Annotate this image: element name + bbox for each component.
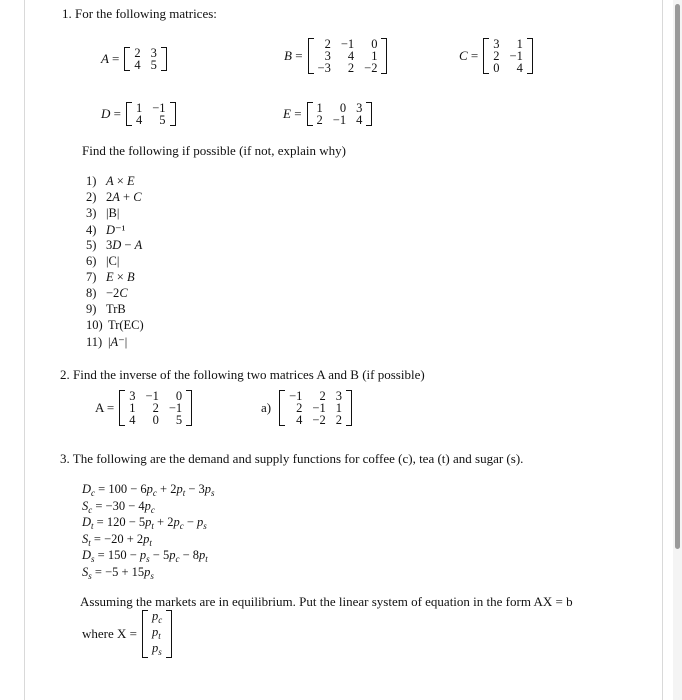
q3-assumption: Assuming the markets are in equilibrium. Put the linear system of equation in the form AX = b (80, 594, 573, 609)
matrix-d-brackets (126, 102, 176, 126)
q3-equation: $D_t = 120 - 5p_t + 2p_c - p_s$ (82, 515, 207, 531)
matrix-row (124, 414, 187, 426)
matrix-c-label: C = (459, 48, 479, 63)
q2-matrix-a-label: A = (95, 400, 115, 415)
q3-equation: $S_c = -30 - 4p_c$ (82, 498, 155, 515)
matrix-d-label: D = (101, 106, 121, 121)
q1-item-expression: 2A + C (106, 190, 142, 204)
q1-item (86, 238, 142, 253)
q1-item-expression: |A⁻| (108, 335, 128, 349)
matrix-cell: −1 (340, 37, 355, 51)
matrix-d-table (131, 102, 171, 126)
matrix-cell: −1 (168, 401, 183, 415)
q2-matrix-a-table (124, 390, 187, 426)
vector-x-brackets (142, 610, 172, 658)
matrix-row (131, 114, 171, 126)
q1-item (86, 270, 135, 285)
q3-equation: $S_s = -5 + 15p_s$ (82, 564, 154, 581)
matrix-cell: 5 (150, 58, 157, 72)
matrix-cell: 3 (324, 49, 331, 63)
q1-item-number: 8) (86, 286, 97, 300)
q1-item (86, 286, 128, 301)
matrix-cell: 2 (296, 401, 303, 415)
matrix-cell: 4 (134, 58, 141, 72)
q1-item-number: 6) (86, 254, 97, 268)
matrix-cell: 2 (134, 46, 141, 60)
matrix-cell: −1 (152, 101, 166, 115)
q1-item (86, 190, 142, 205)
matrix-cell: 3 (150, 46, 157, 60)
matrix-cell: −2 (312, 413, 326, 427)
q1-item-expression: A × E (106, 174, 135, 188)
page-right-border (662, 0, 663, 700)
q2-matrix-b-table (284, 390, 347, 426)
matrix-row (488, 62, 528, 74)
matrix-c-table (488, 38, 528, 74)
matrix-cell: −3 (317, 61, 331, 75)
matrix-cell: −1 (312, 401, 326, 415)
q1-title: 1. For the following matrices: (62, 6, 217, 21)
q2-matrix-b-brackets (279, 390, 352, 426)
matrix-cell: 2 (347, 61, 355, 75)
vector-entry: $p_t$ (151, 625, 161, 641)
matrix-d (101, 102, 176, 126)
q1-item-number: 7) (86, 270, 97, 284)
vector-x-table (147, 610, 167, 658)
q1-item (86, 334, 127, 350)
matrix-cell: 2 (152, 401, 159, 415)
matrix-cell: 1 (335, 401, 342, 415)
matrix-cell: 0 (371, 37, 378, 51)
matrix-cell: 0 (152, 413, 159, 427)
matrix-cell: 3 (356, 101, 363, 115)
matrix-cell: 2 (316, 113, 323, 127)
q3-equation: $S_t = -20 + 2p_t$ (82, 531, 152, 548)
vector-x-label: where X = (82, 626, 137, 641)
matrix-b-table (313, 38, 383, 74)
matrix-row (312, 114, 368, 126)
q1-item-expression: D⁻¹ (106, 223, 126, 237)
matrix-cell: 3 (129, 389, 136, 403)
matrix-cell: 3 (335, 389, 342, 403)
matrix-cell: 1 (516, 37, 523, 51)
matrix-cell: 4 (135, 113, 143, 127)
matrix-cell: 3 (493, 37, 500, 51)
q2-matrix-b-prefix: a) (261, 400, 272, 415)
q1-item-expression: |C| (106, 254, 120, 268)
matrix-cell: 1 (371, 49, 378, 63)
matrix-e-table (312, 102, 368, 126)
q1-item-number: 5) (86, 238, 97, 252)
matrix-cell: 4 (347, 49, 355, 63)
matrix-row (129, 59, 162, 71)
matrix-cell: 5 (175, 413, 183, 427)
matrix-cell: 4 (129, 413, 136, 427)
matrix-a (101, 47, 167, 71)
scrollbar-thumb[interactable] (675, 4, 680, 549)
matrix-cell: 2 (319, 389, 326, 403)
matrix-cell: −1 (145, 389, 159, 403)
vector-x (82, 610, 172, 658)
matrix-b-label: B = (284, 48, 303, 63)
matrix-e-brackets (307, 102, 373, 126)
q1-item-number: 4) (86, 223, 97, 237)
q1-item-expression: 3D − A (106, 238, 143, 252)
matrix-cell: 2 (493, 49, 500, 63)
q1-item-expression: E × B (106, 270, 135, 284)
vector-row (147, 626, 167, 642)
q1-prompt: Find the following if possible (if not, explain why) (82, 143, 346, 158)
q2-matrix-a (95, 390, 192, 426)
scrollbar-track[interactable] (673, 0, 682, 700)
q1-item (86, 206, 119, 221)
matrix-cell: 4 (296, 413, 303, 427)
q1-item-number: 1) (86, 174, 97, 188)
q1-item-number: 10) (86, 318, 103, 332)
page-left-border (24, 0, 25, 700)
q1-item-number: 2) (86, 190, 97, 204)
matrix-cell: 5 (159, 113, 166, 127)
q1-item-expression: |B| (106, 206, 120, 220)
q3-title: 3. The following are the demand and supply functions for coffee (c), tea (t) and sugar (s). (60, 451, 524, 466)
q1-item-expression: −2C (106, 286, 128, 300)
q3-equation: $D_c = 100 - 6p_c + 2p_t - 3p_s$ (82, 482, 215, 498)
q2-matrix-b (261, 390, 352, 426)
matrix-a-brackets (124, 47, 167, 71)
q1-item-number: 11) (86, 335, 103, 349)
matrix-b (284, 38, 387, 74)
q1-item (86, 254, 119, 269)
vector-row (147, 610, 167, 626)
q1-item-number: 3) (86, 206, 97, 220)
matrix-cell: 1 (129, 401, 136, 415)
matrix-c-brackets (483, 38, 533, 74)
matrix-cell: 1 (316, 101, 323, 115)
matrix-row (313, 62, 383, 74)
q1-item (86, 174, 135, 189)
q1-item-expression: TrB (106, 302, 126, 316)
q1-item (86, 222, 125, 238)
matrix-cell: −1 (332, 113, 347, 127)
matrix-b-brackets (308, 38, 388, 74)
vector-row (147, 642, 167, 658)
vector-entry: $p_s$ (151, 641, 162, 657)
matrix-cell: −1 (289, 389, 303, 403)
matrix-cell: 4 (516, 61, 523, 75)
matrix-cell: 1 (135, 101, 143, 115)
matrix-cell: 4 (356, 113, 363, 127)
matrix-cell: 0 (339, 101, 347, 115)
q2-matrix-a-brackets (119, 390, 192, 426)
matrix-cell: 0 (175, 389, 183, 403)
matrix-c (459, 38, 533, 74)
matrix-cell: 2 (335, 413, 342, 427)
q1-item-number: 9) (86, 302, 97, 316)
matrix-cell: −1 (509, 49, 523, 63)
matrix-row (284, 414, 347, 426)
matrix-e-label: E = (283, 106, 302, 121)
matrix-cell: −2 (364, 61, 378, 75)
matrix-a-label: A = (101, 51, 120, 66)
vector-entry: $p_c$ (151, 609, 163, 625)
matrix-cell: 0 (493, 61, 500, 75)
q1-item-expression: Tr(EC) (108, 318, 144, 332)
q3-equation: $D_s = 150 - p_s - 5p_c - 8p_t$ (82, 548, 208, 564)
q1-item (86, 302, 126, 317)
q2-title: 2. Find the inverse of the following two matrices A and B (if possible) (60, 367, 425, 382)
matrix-cell: 2 (324, 37, 331, 51)
matrix-a-table (129, 47, 162, 71)
q1-item (86, 318, 144, 333)
matrix-e (283, 102, 372, 126)
